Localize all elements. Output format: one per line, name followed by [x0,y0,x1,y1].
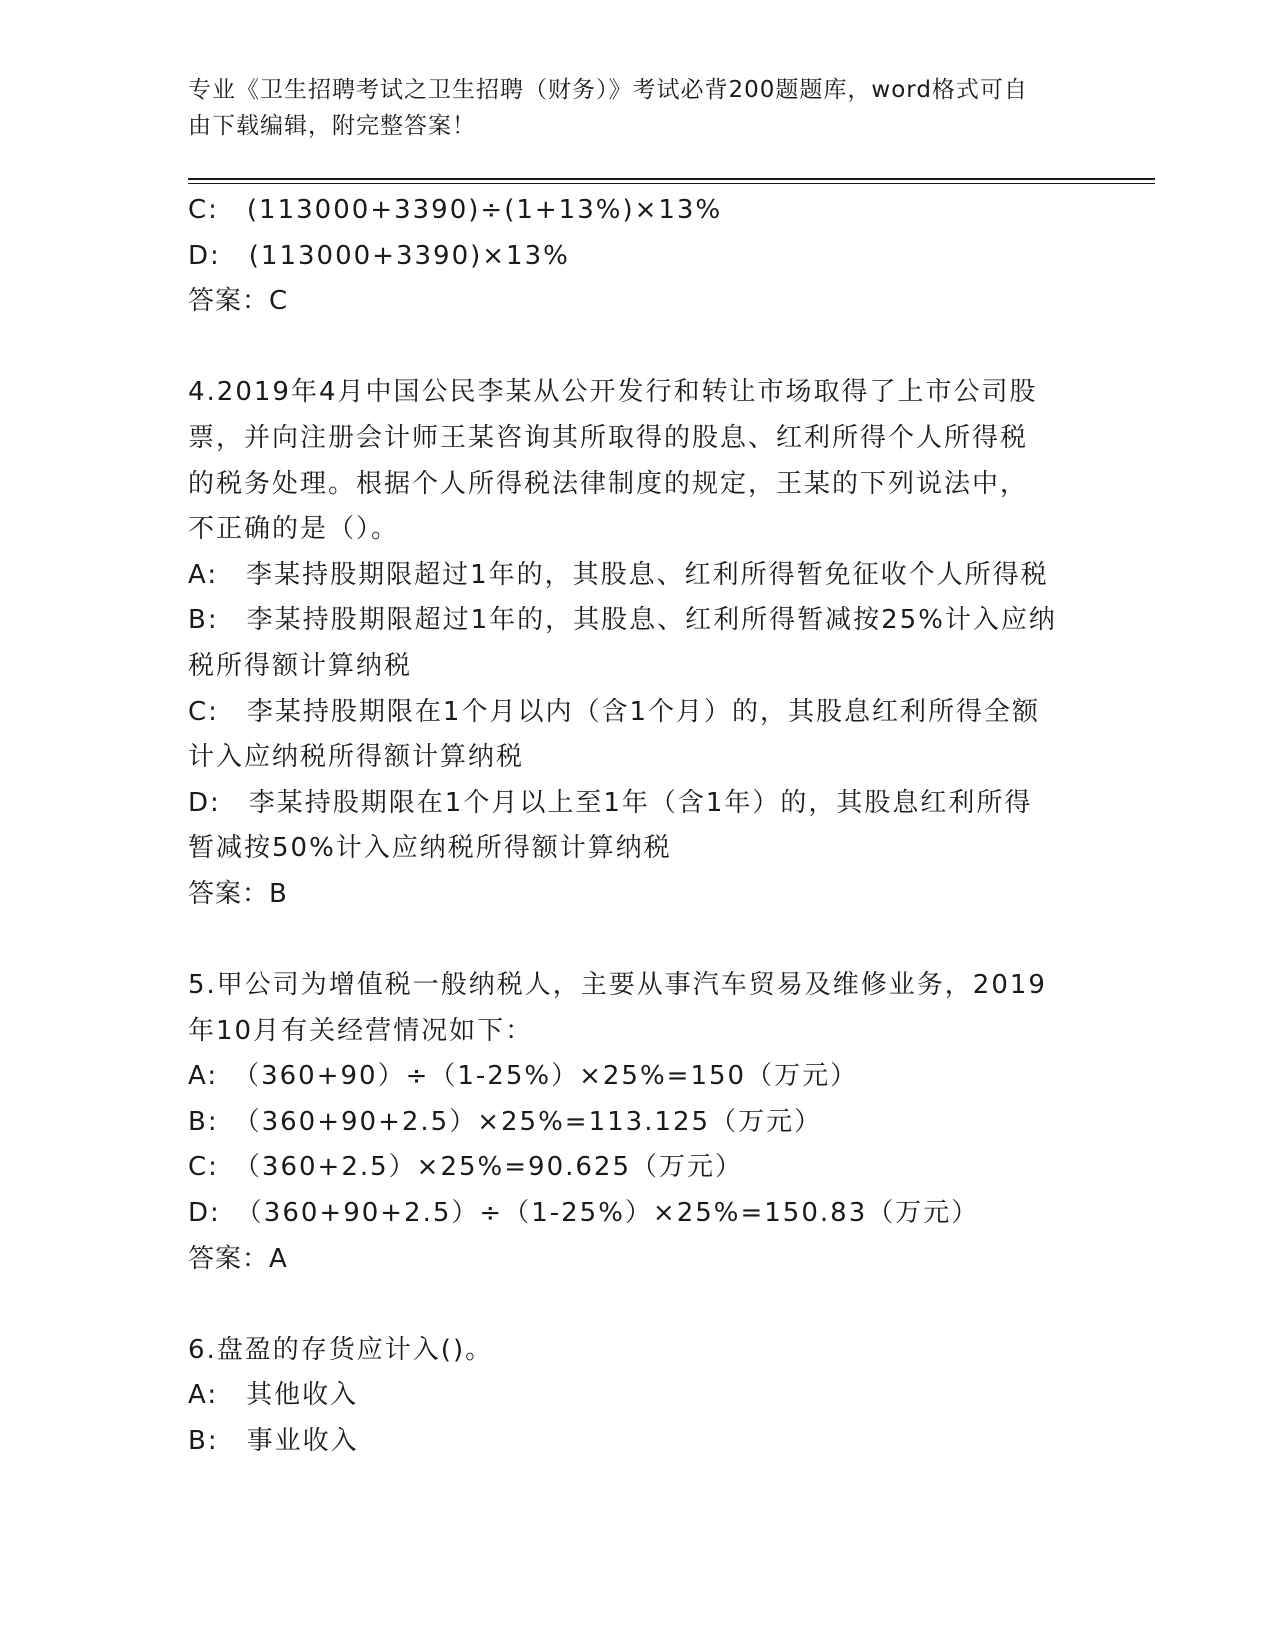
q3-option-c: C: (113000+3390)÷(1+13%)×13% [188,195,723,225]
question-6 [188,1328,1088,1465]
q6-option-b: B: 事业收入 [188,1426,359,1457]
header-title-line-2: 由下载编辑，附完整答案！ [188,113,476,139]
q5-option-c: C: （360+2.5）×25%=90.625（万元） [188,1152,744,1183]
q4-stem-line-4: 不正确的是（）。 [188,514,400,545]
q4-option-a: A: 李某持股期限超过1年的，其股息、红利所得暂免征收个人所得税 [188,559,1049,590]
q3-option-d: D: (113000+3390)×13% [188,240,570,271]
spacer [188,1282,1088,1328]
q4-stem-line-3: 的税务处理。根据个人所得税法律制度的规定，王某的下列说法中， [188,468,1029,499]
question-3 [188,188,1088,325]
question-4 [188,370,1088,917]
header-title-line-1: 专业《卫生招聘考试之卫生招聘（财务）》考试必背200题题库，word格式可自 [188,77,1028,103]
question-list [188,188,1088,1465]
q4-option-d-line-1: D: 李某持股期限在1个月以上至1年（含1年）的，其股息红利所得 [188,787,1033,818]
question-5 [188,963,1088,1282]
q4-option-c-line-2: 计入应纳税所得额计算纳税 [188,742,525,773]
q4-stem-line-1: 4.2019年4月中国公民李某从公开发行和转让市场取得了上市公司股 [188,377,1038,408]
spacer [188,918,1088,964]
q6-option-a: A: 其他收入 [188,1380,359,1411]
q5-stem-line-1: 5.甲公司为增值税一般纳税人，主要从事汽车贸易及维修业务，2019 [188,970,1047,1001]
q4-option-d-line-2: 暂减按50%计入应纳税所得额计算纳税 [188,833,672,864]
q5-option-b: B: （360+90+2.5）×25%=113.125（万元） [188,1106,823,1137]
q4-stem-line-2: 票，并向注册会计师王某咨询其所取得的股息、红利所得个人所得税 [188,422,1029,453]
document-header [188,72,1068,144]
q4-option-c-line-1: C: 李某持股期限在1个月以内（含1个月）的，其股息红利所得全额 [188,696,1040,727]
q6-stem: 6.盘盈的存货应计入()。 [188,1334,494,1365]
q4-option-b-line-1: B: 李某持股期限超过1年的，其股息、红利所得暂减按25%计入应纳 [188,605,1057,636]
q5-option-a: A: （360+90）÷（1-25%）×25%=150（万元） [188,1061,859,1092]
q5-option-d: D: （360+90+2.5）÷（1-25%）×25%=150.83（万元） [188,1198,980,1229]
header-divider-thin [188,183,1155,184]
spacer [188,325,1088,371]
q3-answer: 答案：C [188,286,289,317]
q5-stem-line-2: 年10月有关经营情况如下： [188,1015,534,1046]
q5-answer: 答案：A [188,1243,288,1274]
q4-option-b-line-2: 税所得额计算纳税 [188,650,413,681]
header-divider-thick [188,178,1155,180]
q4-answer: 答案：B [188,878,288,909]
